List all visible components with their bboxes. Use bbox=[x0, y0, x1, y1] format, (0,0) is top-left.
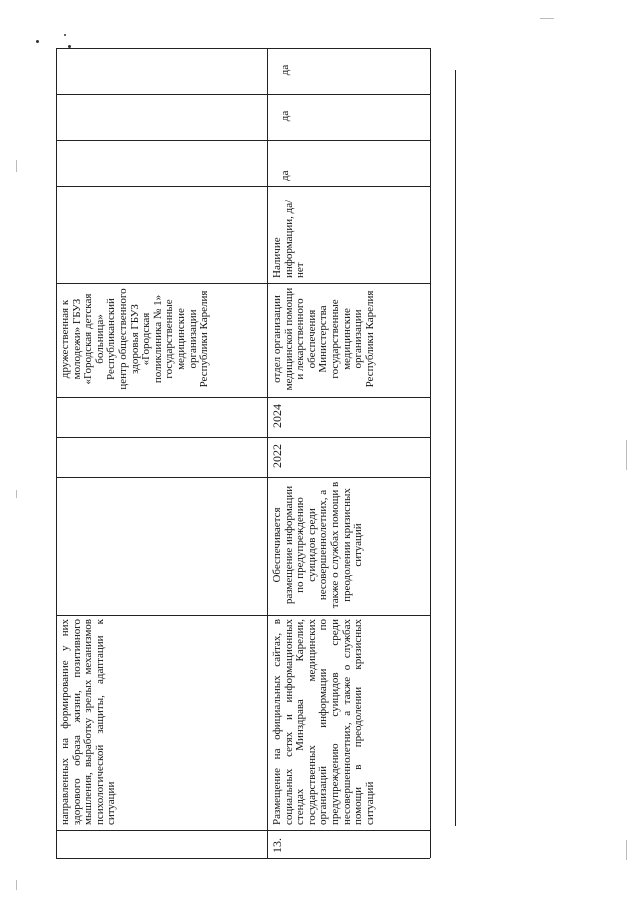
scan-edge-mark bbox=[626, 440, 627, 470]
cell-row13-responsible bbox=[270, 283, 430, 395]
continued-responsible-text: дружественная к молодежи» ГБУЗ «Городская детская больница» Республиканский центр общественного здоровья ГБУЗ «Городская поликлиника № 1» государственные медицинские организации Республики Карелия bbox=[59, 288, 211, 390]
cell-row13-value-2024 bbox=[278, 48, 298, 92]
column-border bbox=[56, 437, 430, 438]
cell-row13-number bbox=[270, 830, 290, 856]
row13-year-start-text: 2022 bbox=[270, 444, 284, 468]
table-border-bottom bbox=[56, 858, 430, 859]
column-border bbox=[56, 140, 430, 141]
cell-row13-description bbox=[270, 616, 430, 828]
column-border bbox=[56, 830, 430, 831]
row13-year-end-text: 2024 bbox=[270, 404, 284, 428]
row13-value-2023-text: да bbox=[279, 110, 291, 122]
scan-speck bbox=[36, 40, 39, 43]
row-border bbox=[267, 48, 268, 858]
cell-row13-value-2023 bbox=[278, 94, 298, 138]
row13-value-2024-text: да bbox=[279, 64, 291, 76]
cell-row13-result bbox=[270, 477, 430, 613]
continued-description-text: направленных на формирование у них здорового образа жизни, позитивного мышления, выработку зрелых механизмов психологической защиты, адаптации к ситуации bbox=[59, 619, 118, 825]
scan-edge-mark bbox=[16, 490, 17, 498]
table-border-left bbox=[56, 48, 57, 858]
cell-row13-indicator bbox=[270, 186, 430, 281]
column-right-edge bbox=[455, 70, 456, 826]
cell-row13-year-end bbox=[270, 397, 288, 435]
scan-edge-mark bbox=[626, 840, 627, 860]
cell-row13-year-start bbox=[270, 437, 288, 475]
cell-row13-value-2022 bbox=[278, 140, 298, 184]
scan-edge-mark bbox=[16, 160, 17, 172]
row13-number-text: 13. bbox=[270, 838, 284, 853]
cell-continued-description bbox=[58, 616, 266, 828]
scan-edge-mark bbox=[16, 880, 17, 890]
scan-edge-mark bbox=[540, 18, 554, 19]
row13-value-2022-text: да bbox=[279, 170, 291, 181]
row13-description-text: Размещение на официальных сайтах, в социальных сетях и информационных стендах Минздрава Карелии, государственных медицинских организаций информации по предупреждению суицидов среди несовершеннолетних, а также о службах помощи в преодолении кризисных ситуаций bbox=[271, 619, 376, 825]
row13-result-text: Обеспечивается размещение информации по предупреждению суицидов среди несовершеннолетних, а также о службах помощи в преодолении кризисных ситуаций bbox=[271, 481, 365, 609]
row13-responsible-text: отдел организации медицинской помощи и лекарственного обеспечения Министерства государственные медицинские организации Республики Карелия bbox=[271, 287, 376, 391]
row13-indicator-text: Наличие информации, да/нет bbox=[271, 199, 307, 278]
column-border bbox=[56, 397, 430, 398]
cell-continued-responsible bbox=[58, 283, 266, 395]
column-border bbox=[56, 94, 430, 95]
column-border bbox=[56, 48, 430, 49]
scan-speck bbox=[64, 34, 66, 36]
table-border-right bbox=[430, 48, 431, 858]
